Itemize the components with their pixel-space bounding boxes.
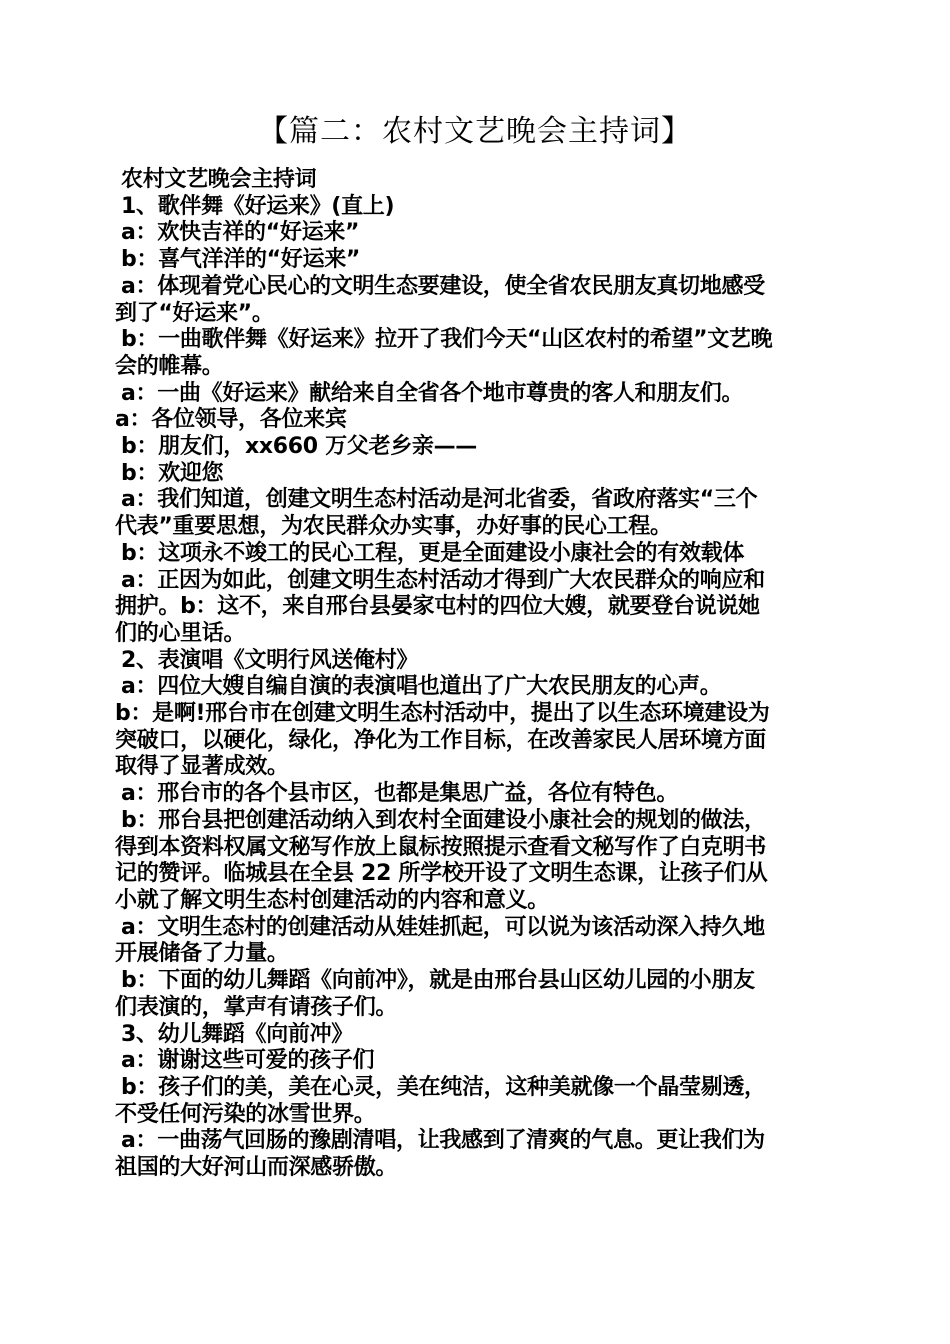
body-line: 3、幼儿舞蹈《向前冲》	[121, 1021, 354, 1047]
body-line: b：孩子们的美，美在心灵，美在纯洁，这种美就像一个晶莹剔透，	[121, 1074, 766, 1100]
body-line: a：我们知道，创建文明生态村活动是河北省委，省政府落实“三个	[121, 487, 758, 513]
body-line: 祖国的大好河山而深感骄傲。	[115, 1155, 398, 1181]
body-line: 们表演的，掌声有请孩子们。	[115, 994, 398, 1020]
body-line: 农村文艺晚会主持词	[121, 167, 317, 192]
body-line: a：各位领导，各位来宾	[115, 407, 347, 433]
body-line: b：是啊!邢台市在创建文明生态村活动中，提出了以生态环境建设为	[115, 701, 770, 727]
body-line: 会的帷幕。	[115, 353, 224, 379]
body-line: 小就了解文明生态村创建活动的内容和意义。	[115, 887, 550, 913]
body-line: a：四位大嫂自编自演的表演唱也道出了广大农民朋友的心声。	[121, 674, 722, 700]
body-line: 到了“好运来”。	[115, 300, 274, 326]
body-line: 拥护。b：这不，来自邢台县晏家屯村的四位大嫂，就要登台说说她	[115, 594, 760, 620]
body-line: 2、表演唱《文明行风送俺村》	[121, 647, 419, 673]
body-line: 得到本资料权属文秘写作放上鼠标按照提示查看文秘写作了白克明书	[115, 834, 767, 860]
body-line: b：一曲歌伴舞《好运来》拉开了我们今天“山区农村的希望”文艺晚	[121, 327, 773, 353]
body-line: 不受任何污染的冰雪世界。	[115, 1101, 376, 1127]
body-line: a：一曲《好运来》献给来自全省各个地市尊贵的客人和朋友们。	[121, 380, 744, 406]
body-line: 记的赞评。临城县在全县 22 所学校开设了文明生态课，让孩子们从	[115, 861, 768, 887]
body-line: 突破口，以硬化，绿化，净化为工作目标，在改善家民人居环境方面	[115, 727, 767, 753]
body-line: a：邢台市的各个县市区，也都是集思广益，各位有特色。	[121, 781, 679, 807]
body-line: a：正因为如此，创建文明生态村活动才得到广大农民群众的响应和	[121, 567, 765, 593]
body-line: a：文明生态村的创建活动从娃娃抓起，可以说为该活动深入持久地	[121, 914, 765, 940]
body-line: 开展储备了力量。	[115, 941, 289, 967]
body-line: b：喜气洋洋的“好运来”	[121, 247, 361, 273]
body-line: 1、歌伴舞《好运来》(直上)	[121, 193, 395, 219]
document-body	[115, 167, 837, 1182]
body-line: a：欢快吉祥的“好运来”	[121, 220, 360, 246]
body-line: b：邢台县把创建活动纳入到农村全面建设小康社会的规划的做法，	[121, 807, 766, 833]
body-line: 们的心里话。	[115, 620, 246, 646]
body-line: 代表”重要思想，为农民群众办实事，办好事的民心工程。	[115, 514, 672, 540]
body-line: b：下面的幼儿舞蹈《向前冲》，就是由邢台县山区幼儿园的小朋友	[121, 968, 755, 994]
body-line: a：谢谢这些可爱的孩子们	[121, 1048, 375, 1074]
document-title: 【篇二：农村文艺晚会主持词】	[258, 114, 692, 149]
body-line: a：体现着党心民心的文明生态要建设，使全省农民朋友真切地感受	[121, 273, 765, 299]
body-line: b：朋友们，xx660 万父老乡亲——	[121, 434, 478, 460]
body-line: b：欢迎您	[121, 460, 224, 486]
body-line: 取得了显著成效。	[115, 754, 289, 780]
body-line: b：这项永不竣工的民心工程，更是全面建设小康社会的有效载体	[121, 540, 745, 566]
body-line: a：一曲荡气回肠的豫剧清唱，让我感到了清爽的气息。更让我们为	[121, 1128, 765, 1154]
